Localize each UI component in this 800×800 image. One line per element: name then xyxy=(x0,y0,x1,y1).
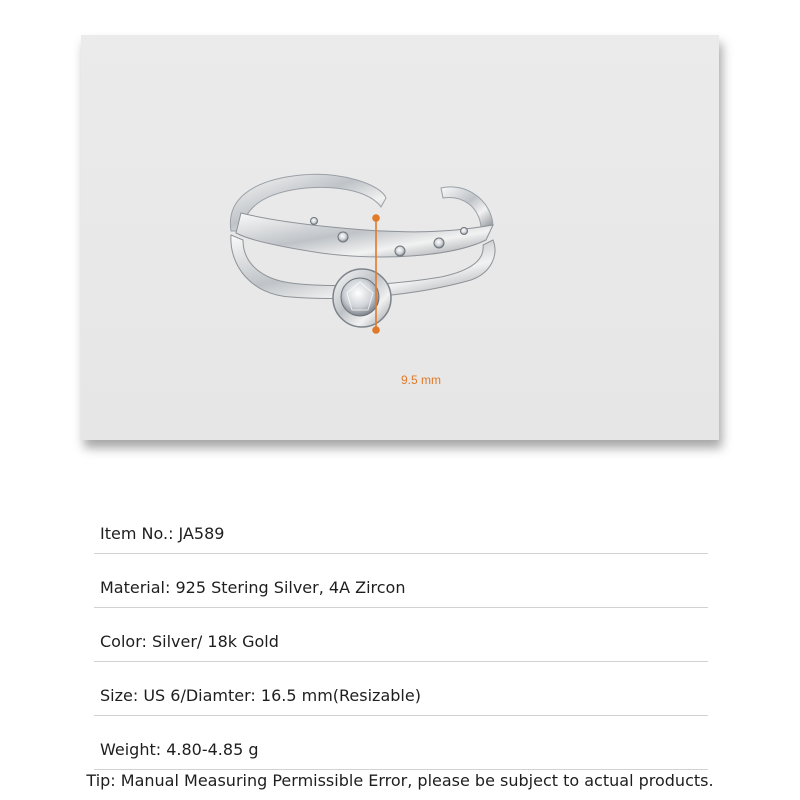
spec-weight xyxy=(94,716,708,770)
spec-label: Weight: 4.80-4.85 g xyxy=(100,740,259,759)
tip-text: Tip: Manual Measuring Permissible Error, please be subject to actual products. xyxy=(86,771,714,790)
spec-item-no xyxy=(94,500,708,554)
spec-label: Item No.: JA589 xyxy=(100,524,225,543)
spec-list xyxy=(94,500,708,770)
spec-label: Size: US 6/Diamter: 16.5 mm(Resizable) xyxy=(100,686,421,705)
spec-label: Material: 925 Stering Silver, 4A Zircon xyxy=(100,578,406,597)
spec-color xyxy=(94,608,708,662)
spec-material xyxy=(94,554,708,608)
spec-label: Color: Silver/ 18k Gold xyxy=(100,632,279,651)
product-photo xyxy=(81,35,719,440)
measurement-label: 9.5 mm xyxy=(400,373,441,387)
spec-size xyxy=(94,662,708,716)
